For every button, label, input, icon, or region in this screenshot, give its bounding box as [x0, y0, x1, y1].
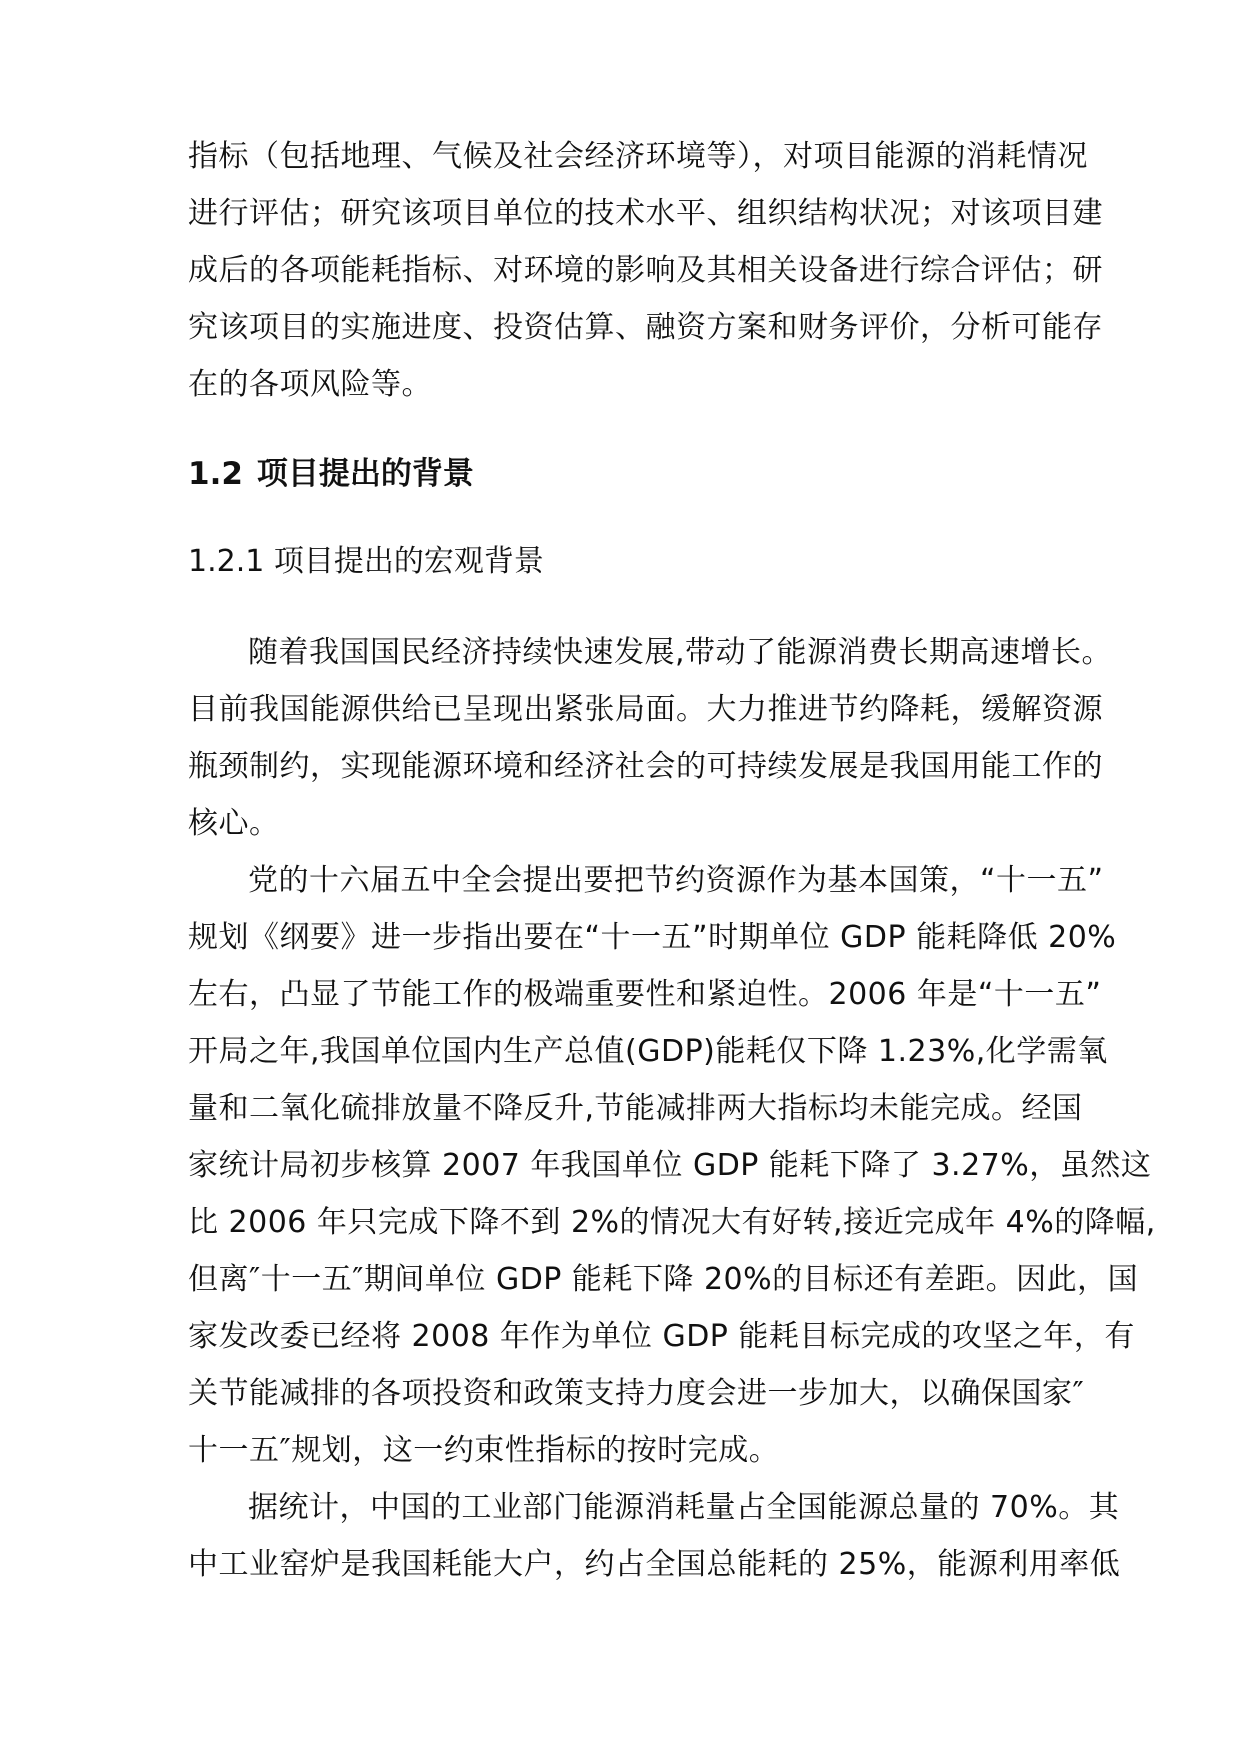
text-line: 但离″十一五″期间单位 GDP 能耗下降 20%的目标还有差距。因此，国	[188, 1262, 1139, 1297]
text-line: 在的各项风险等。	[188, 367, 432, 402]
text-line: 左右，凸显了节能工作的极端重要性和紧迫性。2006 年是“十一五”	[188, 977, 1102, 1012]
text-line: 关节能减排的各项投资和政策支持力度会进一步加大，以确保国家″	[188, 1376, 1085, 1411]
text-line: 比 2006 年只完成下降不到 2%的情况大有好转,接近完成年 4%的降幅,	[188, 1205, 1156, 1240]
text-line: 指标（包括地理、气候及社会经济环境等），对项目能源的消耗情况	[188, 139, 1088, 174]
text-line: 开局之年,我国单位国内生产总值(GDP)能耗仅下降 1.23%,化学需氧	[188, 1034, 1108, 1069]
section-heading	[188, 446, 1054, 503]
section-title: 项目提出的背景	[256, 456, 474, 492]
section-number: 1.2	[188, 456, 243, 492]
text-line: 核心。	[188, 806, 280, 841]
text-line: 瓶颈制约，实现能源环境和经济社会的可持续发展是我国用能工作的	[188, 749, 1103, 784]
text-line: 十一五″规划，这一约束性指标的按时完成。	[188, 1433, 780, 1468]
text-line: 成后的各项能耗指标、对环境的影响及其相关设备进行综合评估；研	[188, 253, 1103, 288]
paragraph-macro-background	[188, 624, 1113, 852]
text-line: 目前我国能源供给已呈现出紧张局面。大力推进节约降耗，缓解资源	[188, 692, 1103, 727]
text-line: 中工业窑炉是我国耗能大户，约占全国总能耗的 25%，能源利用率低	[188, 1547, 1121, 1582]
paragraph-statistics	[188, 1479, 1121, 1593]
paragraph-policy	[188, 852, 1156, 1479]
text-line: 家统计局初步核算 2007 年我国单位 GDP 能耗下降了 3.27%，虽然这	[188, 1148, 1152, 1183]
text-line: 量和二氧化硫排放量不降反升,节能减排两大指标均未能完成。经国	[188, 1091, 1083, 1126]
text-line: 党的十六届五中全会提出要把节约资源作为基本国策，“十一五”	[248, 863, 1104, 898]
text-line: 家发改委已经将 2008 年作为单位 GDP 能耗目标完成的攻坚之年，有	[188, 1319, 1135, 1354]
text-line: 究该项目的实施进度、投资估算、融资方案和财务评价，分析可能存	[188, 310, 1103, 345]
text-line: 进行评估；研究该项目单位的技术水平、组织结构状况；对该项目建	[188, 196, 1103, 231]
text-line: 据统计，中国的工业部门能源消耗量占全国能源总量的 70%。其	[248, 1490, 1120, 1525]
text-line: 规划《纲要》进一步指出要在“十一五”时期单位 GDP 能耗降低 20%	[188, 920, 1117, 955]
subsection-heading: 1.2.1 项目提出的宏观背景	[188, 544, 544, 579]
document-page	[188, 128, 1156, 1593]
intro-paragraph	[188, 128, 1103, 413]
text-line: 随着我国国民经济持续快速发展,带动了能源消费长期高速增长。	[248, 635, 1113, 670]
